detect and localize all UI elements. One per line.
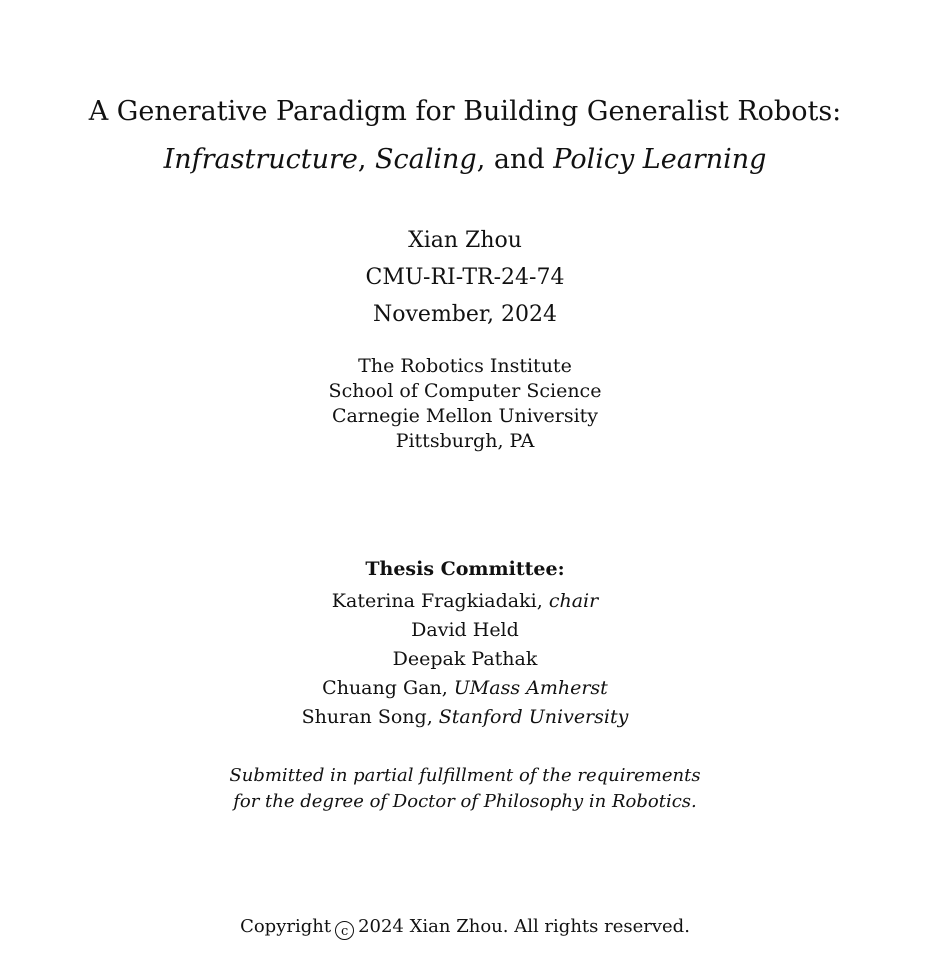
institution-line: The Robotics Institute [358,355,572,377]
institution-line: School of Computer Science [328,380,602,402]
member-name: Shuran Song [301,706,427,728]
institution-line: Pittsburgh, PA [395,430,535,452]
member-separator: , [426,706,439,728]
copyright-icon: c [335,921,354,940]
member-role: Stanford University [438,706,629,728]
committee-member [0,619,930,641]
member-name: David Held [411,619,519,641]
copyright-prefix: Copyright [240,916,332,937]
submission-statement-line-1: Submitted in partial fulfillment of the requirements [229,765,701,786]
title-keyword-scaling: Scaling [375,144,477,175]
member-name: Katerina Fragkiadaki [331,590,537,612]
title-keyword-policy-learning: Policy Learning [553,144,767,175]
institution-line: Carnegie Mellon University [331,405,599,427]
publication-date: November, 2024 [373,302,557,327]
submission-statement-line-2: for the degree of Doctor of Philosophy in Robotics. [233,791,697,812]
title-keyword-infrastructure: Infrastructure [163,144,358,175]
author-name: Xian Zhou [408,228,522,253]
member-separator: , [441,677,454,699]
member-name: Deepak Pathak [392,648,538,670]
member-role: UMass Amherst [453,677,608,699]
committee-member [0,648,930,670]
report-number: CMU-RI-TR-24-74 [365,265,565,290]
member-role: chair [548,590,599,612]
title-separator: , [357,144,376,175]
member-separator: , [536,590,549,612]
committee-member [0,706,930,728]
committee-member [0,677,930,699]
copyright-text: 2024 Xian Zhou. All rights reserved. [358,916,690,937]
committee-member [0,590,930,612]
thesis-title-line-1: A Generative Paradigm for Building Generalist Robots: [88,96,842,127]
copyright-notice [0,916,930,940]
thesis-title-line-2 [0,144,930,175]
member-name: Chuang Gan [322,677,442,699]
committee-heading: Thesis Committee: [365,558,565,580]
title-separator: , and [476,144,554,175]
